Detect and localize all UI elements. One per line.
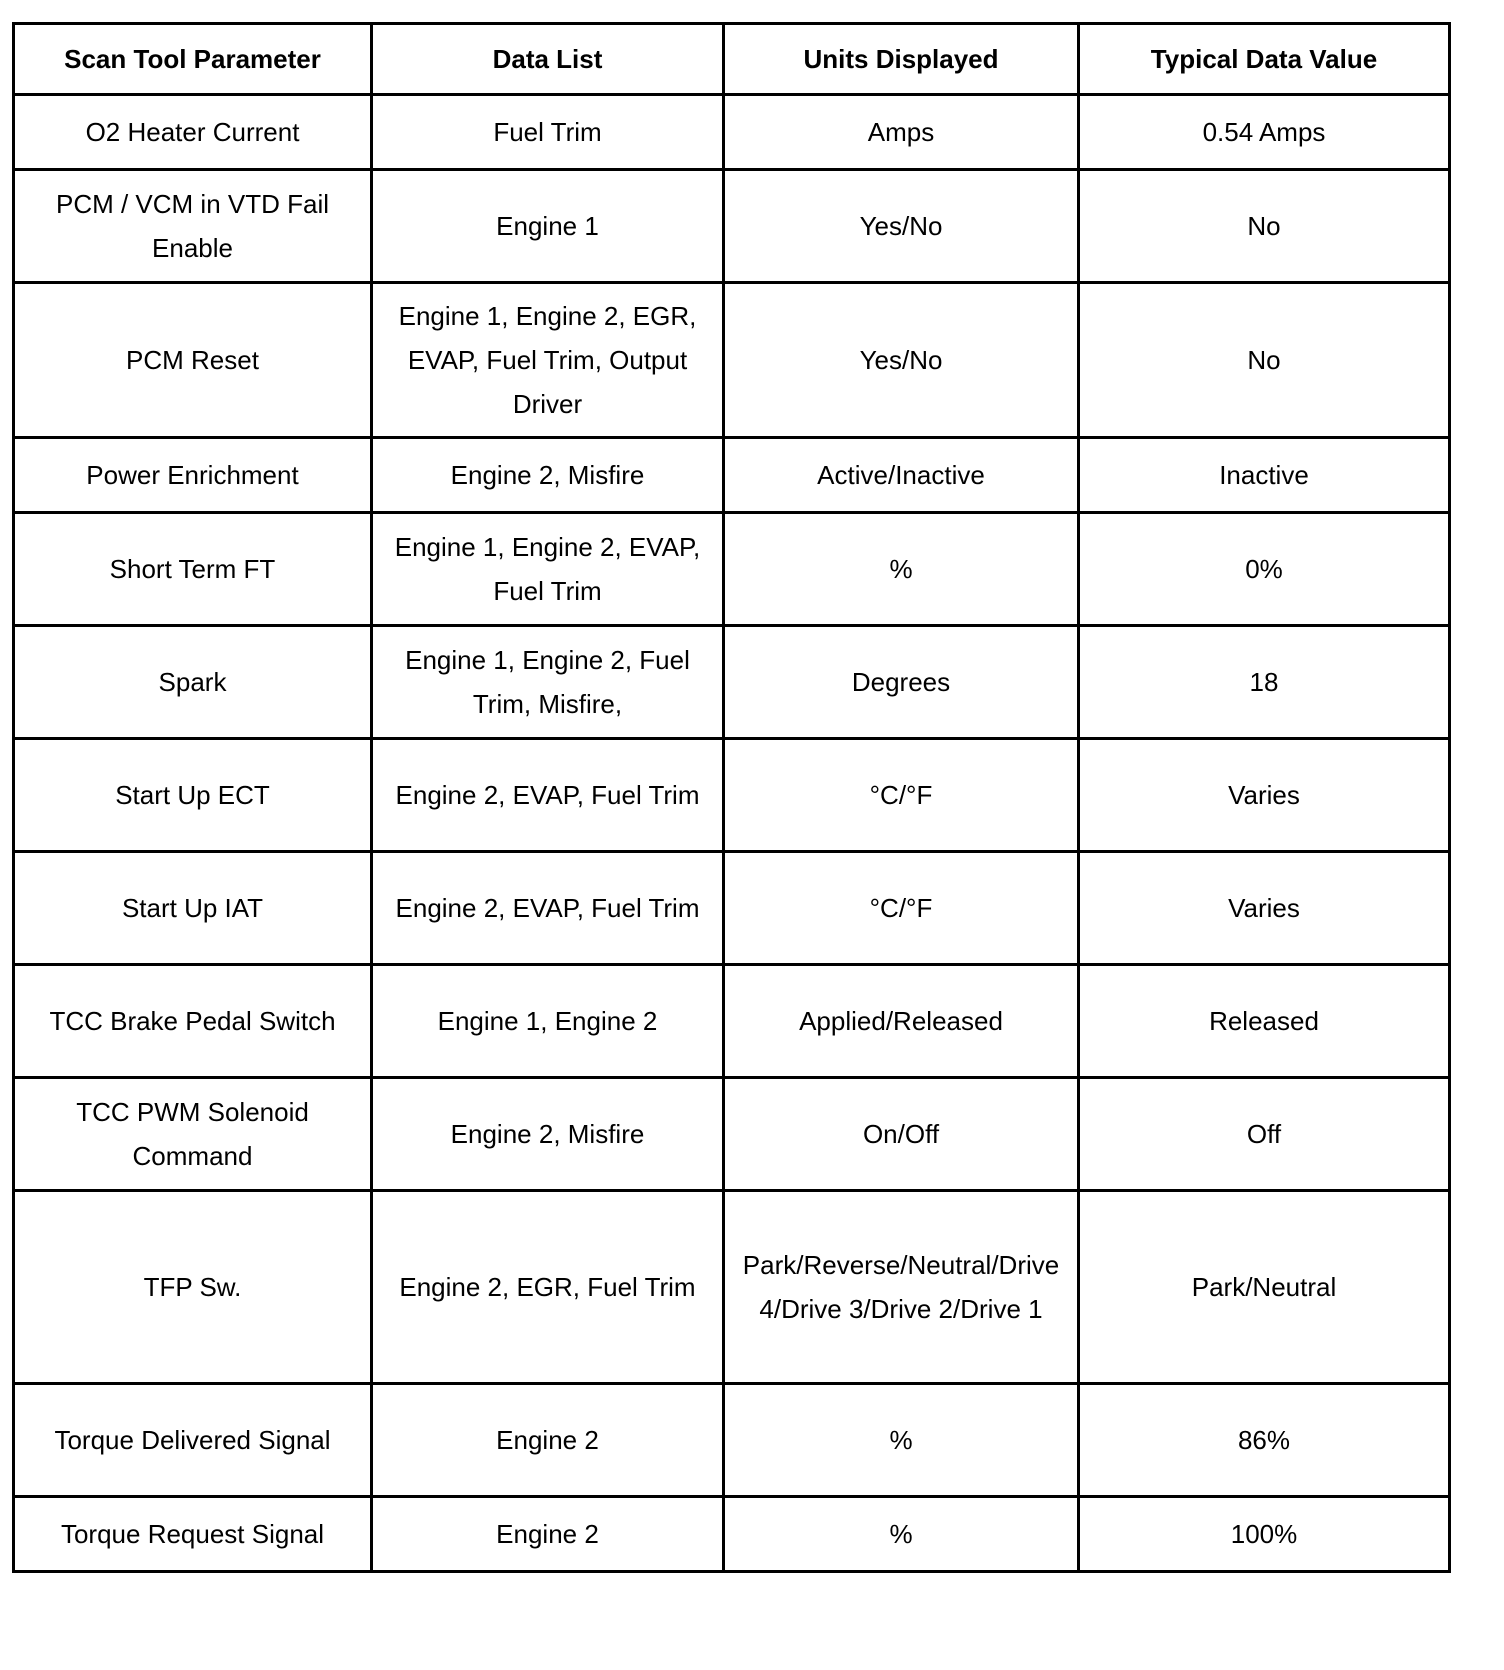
cell-units: Yes/No [724,283,1079,438]
cell-data-list: Engine 2 [372,1384,724,1497]
cell-typical-value: 86% [1079,1384,1450,1497]
cell-units: % [724,1497,1079,1572]
cell-typical-value: Varies [1079,852,1450,965]
cell-parameter: PCM / VCM in VTD Fail Enable [14,170,372,283]
cell-units: °C/°F [724,739,1079,852]
cell-units: °C/°F [724,852,1079,965]
cell-typical-value: No [1079,170,1450,283]
cell-parameter: TCC PWM Solenoid Command [14,1078,372,1191]
table-row [14,965,1450,1078]
cell-parameter: PCM Reset [14,283,372,438]
cell-units: Amps [724,95,1079,170]
cell-data-list: Engine 2, EGR, Fuel Trim [372,1191,724,1384]
cell-data-list: Engine 1, Engine 2, EVAP, Fuel Trim [372,513,724,626]
cell-typical-value: Park/Neutral [1079,1191,1450,1384]
cell-parameter: TCC Brake Pedal Switch [14,965,372,1078]
cell-typical-value: No [1079,283,1450,438]
cell-parameter: Start Up IAT [14,852,372,965]
cell-parameter: O2 Heater Current [14,95,372,170]
cell-data-list: Engine 1, Engine 2 [372,965,724,1078]
cell-parameter: Short Term FT [14,513,372,626]
cell-units: Park/Reverse/Neutral/Drive 4/Drive 3/Drive 2/Drive 1 [724,1191,1079,1384]
table-row [14,1191,1450,1384]
table-row [14,513,1450,626]
cell-units: Degrees [724,626,1079,739]
cell-data-list: Fuel Trim [372,95,724,170]
header-units-displayed: Units Displayed [724,24,1079,95]
cell-typical-value: 100% [1079,1497,1450,1572]
scan-tool-data-table [12,22,1451,1573]
cell-typical-value: 0% [1079,513,1450,626]
cell-parameter: Power Enrichment [14,438,372,513]
table-row [14,438,1450,513]
cell-data-list: Engine 1 [372,170,724,283]
header-typical-data-value: Typical Data Value [1079,24,1450,95]
cell-data-list: Engine 1, Engine 2, Fuel Trim, Misfire, [372,626,724,739]
cell-units: Applied/Released [724,965,1079,1078]
cell-units: % [724,513,1079,626]
cell-data-list: Engine 2 [372,1497,724,1572]
header-data-list: Data List [372,24,724,95]
cell-data-list: Engine 2, Misfire [372,438,724,513]
cell-units: On/Off [724,1078,1079,1191]
table-row [14,95,1450,170]
header-scan-tool-parameter: Scan Tool Parameter [14,24,372,95]
table-row [14,283,1450,438]
cell-typical-value: Off [1079,1078,1450,1191]
table-header-row [14,24,1450,95]
cell-parameter: Spark [14,626,372,739]
cell-data-list: Engine 2, Misfire [372,1078,724,1191]
table-row [14,1384,1450,1497]
cell-parameter: Torque Delivered Signal [14,1384,372,1497]
cell-typical-value: 18 [1079,626,1450,739]
table-row [14,852,1450,965]
cell-units: Yes/No [724,170,1079,283]
cell-typical-value: Inactive [1079,438,1450,513]
table-row [14,739,1450,852]
table-row [14,626,1450,739]
table-row [14,1078,1450,1191]
cell-data-list: Engine 2, EVAP, Fuel Trim [372,852,724,965]
cell-data-list: Engine 1, Engine 2, EGR, EVAP, Fuel Trim, Output Driver [372,283,724,438]
cell-typical-value: Released [1079,965,1450,1078]
cell-units: Active/Inactive [724,438,1079,513]
cell-typical-value: 0.54 Amps [1079,95,1450,170]
cell-parameter: TFP Sw. [14,1191,372,1384]
table-row [14,170,1450,283]
cell-parameter: Torque Request Signal [14,1497,372,1572]
cell-data-list: Engine 2, EVAP, Fuel Trim [372,739,724,852]
cell-parameter: Start Up ECT [14,739,372,852]
scan-tool-data-table-container [12,22,1448,1573]
cell-units: % [724,1384,1079,1497]
table-row [14,1497,1450,1572]
cell-typical-value: Varies [1079,739,1450,852]
